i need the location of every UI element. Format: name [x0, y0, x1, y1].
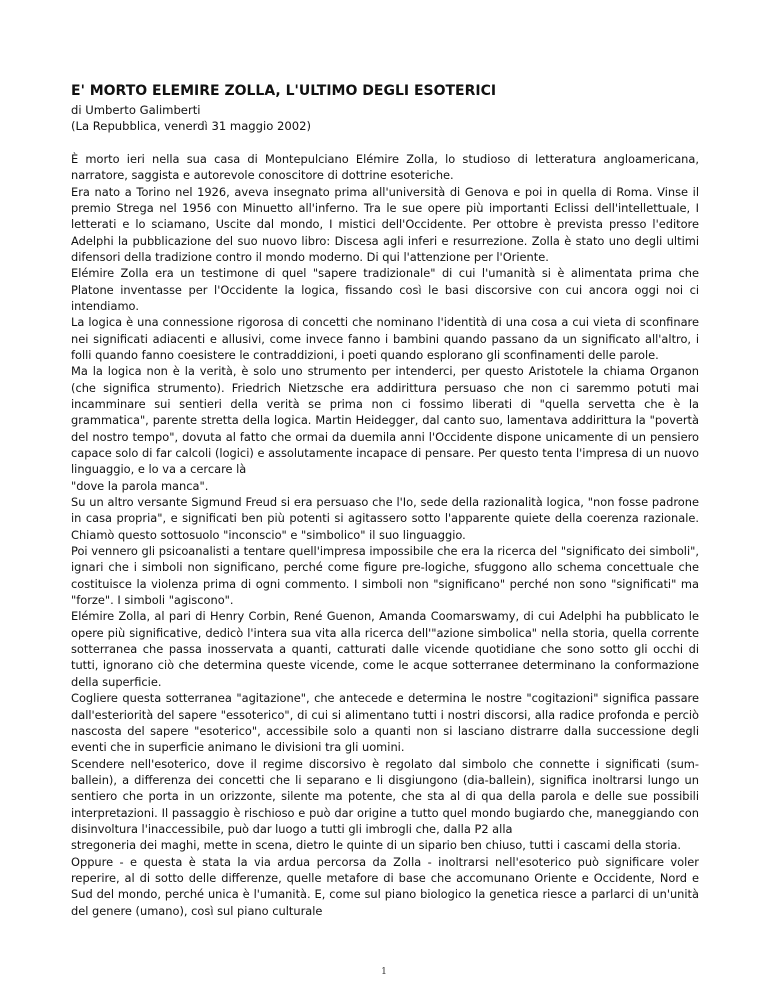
paragraph: "dove la parola manca".	[71, 478, 209, 493]
paragraph: Cogliere questa sotterranea "agitazione", che antecede e determina le nostre "cogitazioni" significa passare dall'esteriorità del sapere "essoterico", di cui si alimentano tutti i nostri discorsi, alla radice profonda e perciò nascosta del sapere "esoterico", accessibile solo a quanti non si lasciano distrarre dalla successione degli eventi che in superficie animano le divisioni tra gli uomini.	[71, 691, 699, 755]
page-number: 1	[381, 967, 387, 977]
paragraph: Scendere nell'esoterico, dove il regime discorsivo è regolato dal simbolo che connette i significati (sum-ballein), a differenza dei concetti che li separano e li disgiungono (dia-ballein), significa inoltrarsi lungo un sentiero che porta in un orizzonte, silente ma potente, che sta al di qua della parola e delle sue possibili interpretazioni. Il passaggio è rischioso e può dar origine a tutto quel mondo bugiardo che, maneggiando con disinvoltura l'inaccessibile, può dar luogo a tutti gli imbrogli che, dalla P2 alla	[71, 756, 699, 836]
paragraph: La logica è una connessione rigorosa di concetti che nominano l'identità di una cosa a cui vieta di sconfinare nei significati adiacenti e allusivi, come invece fanno i bambini quando passano da un significato all'altro, i folli quando fanno coesistere le contraddizioni, i poeti quando esplorano gli sconfinamenti delle parole.	[71, 315, 699, 362]
paragraph: Ma la logica non è la verità, è solo uno strumento per intenderci, per questo Aristotele la chiama Organon (che significa strumento). Friedrich Nietzsche era addirittura persuaso che non ci saremmo potuti mai incamminare sui sentieri della verità se prima non ci fossimo liberati di "quella servetta che è la grammatica", parente stretta della logica. Martin Heidegger, dal canto suo, lamentava addirittura la "povertà del nostro tempo", dovuta al fatto che ormai da duemila anni l'Occidente dispone unicamente di un pensiero capace solo di far calcoli (logici) e assolutamente incapace di pensare. Per questo tenta l'impresa di un nuovo linguaggio, e lo va a cercare là	[71, 364, 699, 477]
paragraph: Oppure - e questa è stata la via ardua percorsa da Zolla - inoltrarsi nell'esoterico può significare voler reperire, al di sotto delle differenze, quelle metafore di base che accomunano Oriente e Occidente, Nord e Sud del mondo, perché unica è l'umanità. E, come sul piano biologico la genetica riesce a parlarci di un'unità del genere (umano), così sul piano culturale	[71, 854, 699, 918]
paragraph: stregoneria dei maghi, mette in scena, dietro le quinte di un sipario ben chiuso, tutti i cascami della storia.	[71, 838, 681, 853]
article-title: E' MORTO ELEMIRE ZOLLA, L'ULTIMO DEGLI ESOTERICI	[71, 83, 497, 99]
paragraph: Era nato a Torino nel 1926, aveva insegnato prima all'università di Genova e poi in quella di Roma. Vinse il premio Strega nel 1956 con Minuetto all'inferno. Tra le sue opere più importanti Eclissi dell'intellettuale, I letterati e lo sciamano, Uscite dal mondo, I mistici dell'Occidente. Per ottobre è prevista presso l'editore Adelphi la pubblicazione del suo nuovo libro: Discesa agli inferi e resurrezione. Zolla è stato uno degli ultimi difensori della tradizione contro il mondo moderno. Di qui l'attenzione per l'Oriente.	[71, 184, 699, 264]
paragraph: Elémire Zolla, al pari di Henry Corbin, René Guenon, Amanda Coomarswamy, di cui Adelphi ha pubblicato le opere più significative, dedicò l'intera sua vita alla ricerca dell'"azione simbolica" nella storia, quella corrente sotterranea che passa inosservata a quanti, catturati dalle vicende quotidiane che sono sotto gli occhi di tutti, ignorano ciò che determina queste vicende, come le acque sotterranee determinano la conformazione della superficie.	[71, 609, 699, 689]
article	[71, 80, 699, 919]
paragraph: Su un altro versante Sigmund Freud si era persuaso che l'Io, sede della razionalità logica, "non fosse padrone in casa propria", e significati ben più potenti si agitassero sotto l'apparente quiete della coerenza razionale. Chiamò questo sottosuolo "inconscio" e "simbolico" il suo linguaggio.	[71, 495, 699, 542]
article-author: di Umberto Galimberti	[71, 103, 201, 117]
paragraph: È morto ieri nella sua casa di Montepulciano Elémire Zolla, lo studioso di letteratura angloamericana, narratore, saggista e autorevole conoscitore di dottrine esoteriche.	[71, 151, 699, 183]
article-body	[71, 151, 699, 919]
paragraph: Poi vennero gli psicoanalisti a tentare quell'impresa impossibile che era la ricerca del "significato dei simboli", ignari che i simboli non significano, perché come figure pre-logiche, sfuggono allo schema concettuale che costituisce la violenza prima di ogni commento. I simboli non "significano" perché non sono "significati" ma "forze". I simboli "agiscono".	[71, 544, 699, 608]
article-source: (La Repubblica, venerdì 31 maggio 2002)	[71, 119, 312, 134]
paragraph: Elémire Zolla era un testimone di quel "sapere tradizionale" di cui l'umanità si è alimentata prima che Platone inventasse per l'Occidente la logica, fissando così le basi discorsive con cui ancora oggi noi ci intendiamo.	[71, 266, 699, 313]
